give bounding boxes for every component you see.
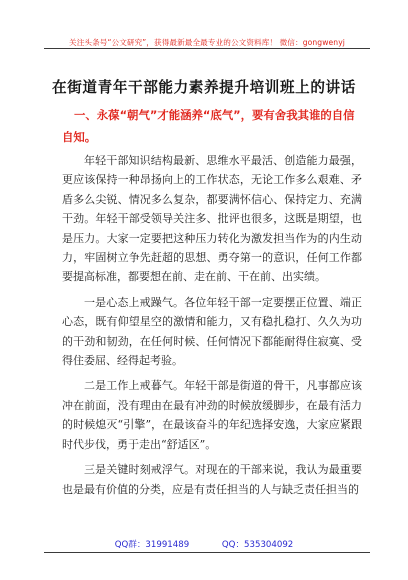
paragraph: 三是关键时刻戒浮气。对现在的干部来说，我认为最重要也是最有价值的分类，应是有责任担当的人与缺乏责任担当的: [62, 463, 362, 496]
section-heading: 一、永葆“朝气”才能涵养“底气”，要有舍我其谁的自信自知。: [62, 108, 355, 144]
header-promo-note: 关注头条号“公文研究”，获得最新最全最专业的公文资料库！ 微信：gongwenyj: [69, 38, 345, 47]
paragraph: 年轻干部知识结构最新、思维水平最活、创造能力最强，更应该保持一种昂扬向上的工作状态，无论工作多么艰难、矛盾多么尖锐、情况多么复杂，都要满怀信心、保持定力、充满干劲。年轻干部受领导关注多、批评也很多，这既是期望，也是压力。大家一定要把这种压力转化为激发担当作为的内生动力，牢固树立争先赶超的思想、勇夺第一的意识，任何工作都要提高标准，都要想在前、走在前、干在前、出实绩。: [62, 154, 362, 284]
footer-contact: [0, 538, 408, 550]
document-body: [62, 151, 362, 505]
document-title: 在街道青年干部能力素养提升培训班上的讲话: [52, 79, 356, 96]
footer-qq-group: QQ群：31991489: [114, 540, 190, 550]
header-divider: [44, 48, 370, 49]
footer-qq: QQ：535304092: [221, 540, 294, 550]
paragraph: 一是心态上戒躁气。各位年轻干部一定要摆正位置、端正心态，既有仰望星空的激情和能力，又有稳扎稳打、久久为功的干劲和韧劲，在任何时候、任何情况下都能耐得住寂寞、受得住委屈、经得起考验。: [62, 295, 362, 368]
footer-divider: [44, 552, 370, 553]
paragraph: 二是工作上戒暮气。年轻干部是街道的骨干，凡事都应该冲在前面，没有理由在最有冲劲的时候放缓脚步，在最有活力的时候熄灭“引擎”，在最该奋斗的年纪选择安逸，大家应紧跟时代步伐，勇于走出“舒适区”。: [62, 379, 362, 451]
